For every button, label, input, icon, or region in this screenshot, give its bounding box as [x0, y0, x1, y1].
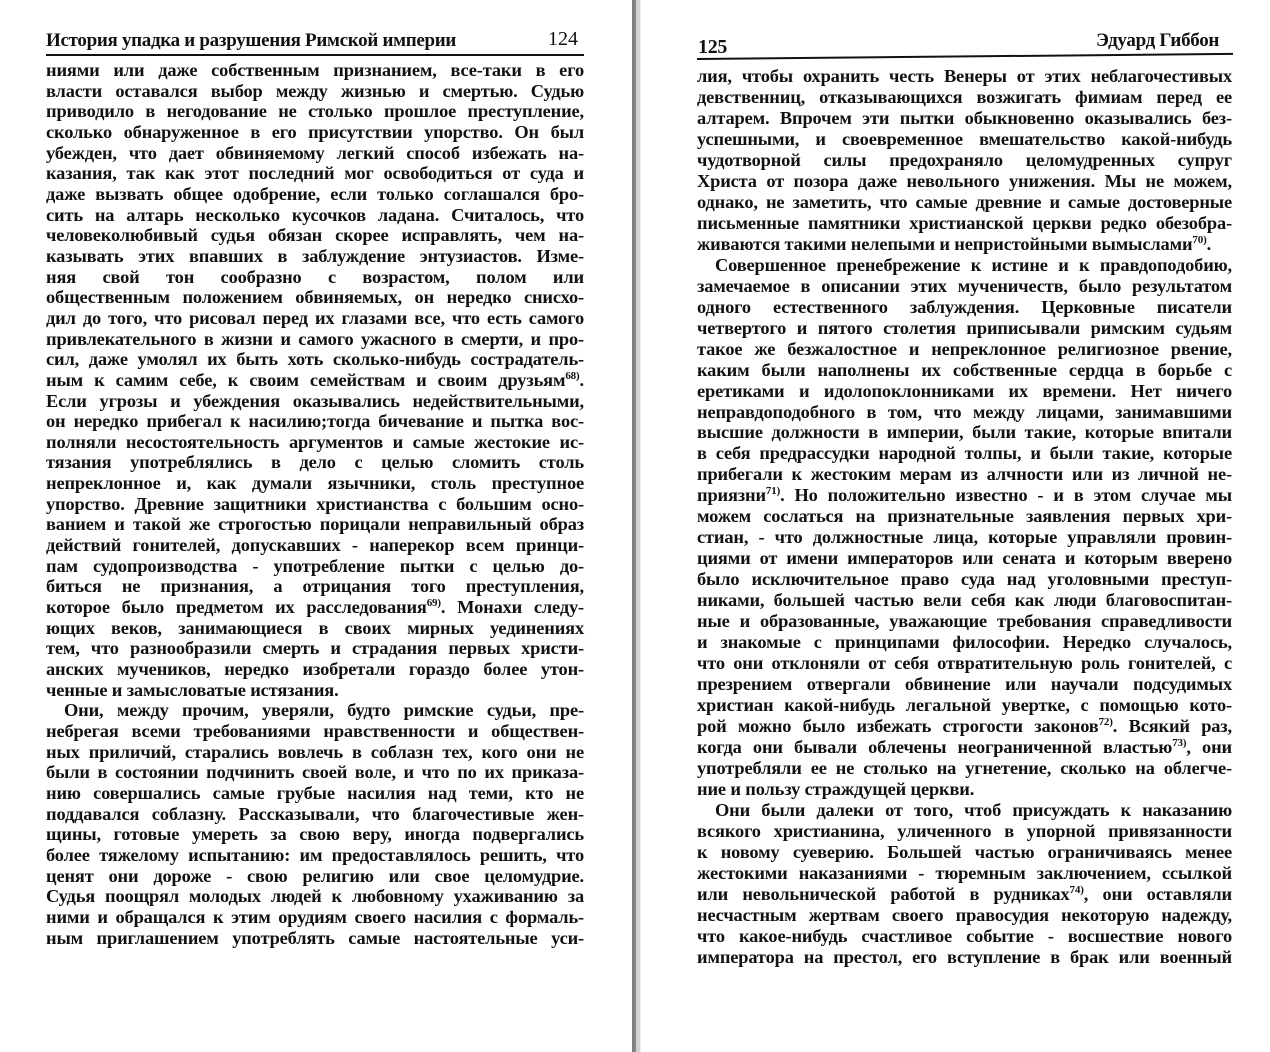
text-line-content: человеколюбивый судья обязан скорее исправлять, чем на- [46, 225, 584, 246]
text-line-content: ценят они дороже - свою религию или свое целомудрие. [46, 865, 584, 886]
text-line-content: чудотворной силы предохраняло целомудренных супруг [697, 149, 1232, 170]
text-line [697, 87, 1232, 108]
text-line-content: такое же безжалостное и непреклонное религиозное рвение, [697, 338, 1232, 359]
text-line [697, 171, 1232, 192]
text-line [46, 886, 584, 907]
text-line [46, 349, 584, 370]
text-line [697, 548, 1232, 569]
text-line [46, 762, 584, 783]
text-line-content: тязания употреблялись в дело с целью сломить столь [46, 452, 584, 473]
text-line-content: четвертого и пятого столетия приписывали римским судьям [697, 317, 1232, 338]
text-line [46, 721, 584, 742]
text-line [697, 611, 1232, 632]
text-line [46, 411, 584, 432]
text-line-content: анских мучеников, нередко изобретали гораздо более утон- [46, 659, 584, 680]
text-line [46, 556, 584, 577]
text-line [46, 246, 584, 267]
text-line [697, 947, 1232, 968]
text-line-content: ных приличий, старались вовлечь в соблазн тех, кого они не [46, 741, 584, 762]
text-line-content: общественным положением обвиняемых, он нередко снисхо- [46, 287, 584, 308]
page-number-left: 124 [548, 28, 578, 50]
text-line [697, 674, 1232, 695]
right-page [641, 0, 1270, 1052]
text-line-content: прибегали к жестоким мерам из алчности или из личной не- [697, 464, 1232, 485]
text-line [697, 863, 1232, 884]
text-line [46, 597, 584, 618]
text-line [46, 680, 584, 701]
text-line [46, 143, 584, 164]
text-line [46, 824, 584, 845]
footnote-marker: 68) [565, 369, 580, 382]
footnote-marker: 72) [1098, 716, 1113, 729]
text-line-content: однако, не заметить, что самые древние и самые достоверные [697, 191, 1232, 212]
page-number-right: 125 [698, 36, 728, 58]
text-line-content: успешными, и своевременное вмешательство какой-нибудь [697, 128, 1232, 149]
text-line [46, 618, 584, 639]
text-line-content: жестокими наказаниями - тюремным заключением, ссылкой [697, 862, 1232, 883]
text-line-content: сил, даже умолял их быть хоть сколько-нибудь сострадатель- [46, 349, 584, 370]
text-line [697, 255, 1232, 276]
footnote-marker: 71) [765, 485, 781, 498]
text-line [697, 527, 1232, 548]
text-line [697, 66, 1232, 87]
text-line-content: ние и пользу страждущей церкви. [697, 778, 975, 799]
text-line-content: Они, между прочим, уверяли, будто римские судьи, пре- [64, 700, 584, 721]
text-line [46, 659, 584, 680]
text-line-content: щины, готовые умереть за свою веру, иногда подвергались [46, 824, 584, 845]
text-line-content: казания, так как этот последний мог освободиться от суда и [46, 163, 584, 184]
text-line [697, 779, 1232, 800]
text-line-content: сколько обнаруженное в его присутствии упорство. Он был [46, 121, 584, 142]
text-line [46, 432, 584, 453]
text-line [46, 845, 584, 866]
text-line [697, 632, 1232, 653]
text-line-content: когда они бывали облечены неограниченной властью [697, 737, 1173, 757]
text-line [46, 184, 584, 205]
text-line-content: власти оставался выбор между жизнью и смертью. Судью [46, 80, 584, 101]
text-line-content: что они отклоняли от себя отвратительную роль гонителей, с [697, 653, 1232, 674]
text-line-content: ющих веков, занимающиеся в своих мирных уединениях [46, 617, 584, 638]
text-line-tail: , они оставляли [1083, 883, 1233, 904]
text-line-content: нию совершались самые грубые насилия над теми, кто не [46, 782, 584, 803]
text-line-content: Совершенное пренебрежение к истине и к правдоподобию, [715, 254, 1232, 275]
text-line [697, 381, 1232, 402]
text-line-content: полняли несостоятельность аргументов и самые жестокие ис- [46, 431, 584, 452]
text-line [697, 821, 1232, 842]
right-page-body [697, 66, 1232, 968]
text-line [697, 234, 1232, 255]
running-title-left: История упадка и разрушения Римской империи [46, 30, 457, 51]
text-line [697, 129, 1232, 150]
text-line-content: алтарем. Впрочем эти пытки обыкновенно оказывались без- [697, 107, 1232, 128]
text-line-content: привлекательного в жизни и самого ужасного в смерти, и про- [46, 328, 584, 349]
text-line-content: даже вызвать общее одобрение, если только соглашался бро- [46, 183, 584, 204]
text-line [46, 101, 584, 122]
text-line-content: неправдоподобного в том, что между лицами, занимавшими [697, 401, 1232, 422]
text-line-content: всякого христианина, уличенного в упорной привязанности [697, 820, 1232, 841]
text-line-content: или невольнической работой в рудниках [697, 883, 1070, 904]
text-line [697, 485, 1232, 506]
text-line [46, 928, 584, 949]
text-line-content: дил до того, что рисовал перед их глазами все, что есть самого [46, 307, 584, 328]
text-line-content: в себя предрассудки народной толпы, и были такие, которые [697, 443, 1232, 464]
text-line-content: письменные памятники христианской церкви редко обезобра- [697, 212, 1232, 233]
text-line-content: сить на алтарь несколько кусочков ладана. Считалось, что [46, 204, 584, 225]
text-line [46, 804, 584, 825]
text-line-content: казывать этих впавших в заблуждение энтузиастов. Изме- [46, 245, 584, 266]
text-line [697, 716, 1232, 737]
text-line-content: ванием и такой же строгостью порицали неправильный образ [46, 514, 584, 535]
running-title-right: Эдуард Гиббон [1096, 30, 1220, 51]
text-line [46, 287, 584, 308]
text-line [697, 402, 1232, 423]
footnote-marker: 74) [1069, 883, 1084, 896]
book-gutter [632, 0, 641, 1052]
text-line-content: одного естественного заблуждения. Церковные писатели [697, 296, 1232, 317]
footnote-marker: 73) [1172, 737, 1187, 749]
text-line [46, 535, 584, 556]
text-line-content: ченные и замысловатые истязания. [46, 679, 339, 700]
text-line [46, 866, 584, 887]
text-line-content: и знакомые с принципами философии. Нередко случалось, [697, 632, 1232, 653]
text-line-content: тем, что разнообразили смерть и страдания первых христи- [46, 638, 584, 659]
text-line [697, 360, 1232, 381]
text-line [697, 318, 1232, 339]
text-line [46, 638, 584, 659]
text-line-content: упорство. Древние защитники христианства с большим осно- [46, 493, 584, 514]
text-line [46, 494, 584, 515]
text-line [46, 907, 584, 928]
text-line-content: христиан какой-нибудь легальной увертке, с помощью кото- [697, 695, 1232, 716]
text-line [697, 422, 1232, 443]
text-line [46, 81, 584, 102]
text-line-content: рой можно было избежать строгости законов [697, 716, 1099, 737]
text-line-tail: . Монахи следу- [440, 597, 584, 618]
text-line [697, 443, 1232, 464]
text-line-content: были в состоянии подчинить своей воле, и что по их приказа- [46, 762, 584, 783]
text-line-tail: . [1206, 233, 1212, 254]
left-page [0, 0, 632, 1052]
text-line-content: еретиками и идолопоклонниками их времени. Нет ничего [697, 380, 1232, 401]
text-line-tail: . Всякий раз, [1112, 716, 1232, 737]
text-line-content: императора на престол, его вступление в брак или военный [697, 946, 1232, 967]
text-line-content: Судья поощрял молодых людей к любовному ухаживанию за [46, 886, 584, 907]
text-line-content: ные и образованные, уважающие требования справедливости [697, 611, 1232, 632]
text-line-content: непреклонное и, как думали язычники, столь преступное [46, 473, 584, 494]
text-line-content: к новому суеверию. Большей частью ограничиваясь менее [697, 841, 1232, 862]
text-line-content: Если угрозы и убеждения оказывались недействительными, [46, 390, 584, 411]
text-line-content: лия, чтобы охранить честь Венеры от этих неблагочестивых [697, 66, 1232, 86]
text-line-content: убежден, что дает обвиняемому легкий способ избежать на- [46, 142, 584, 163]
text-line [697, 842, 1232, 863]
text-line-content: ным приглашением употреблять самые настоятельные уси- [46, 927, 584, 948]
text-line-content: замечаемое в описании этих мученичеств, было результатом [697, 275, 1232, 296]
text-line [697, 339, 1232, 360]
text-line-content: что какое-нибудь счастливое событие - восшествие нового [697, 925, 1232, 946]
text-line [46, 700, 584, 721]
text-line-tail: . Но положительно известно - и в этом случае мы [780, 485, 1232, 506]
text-line [46, 783, 584, 804]
text-line [697, 108, 1232, 129]
text-line [697, 884, 1232, 905]
text-line-content: высшие должности в империи, были такие, которые впитали [697, 422, 1232, 443]
text-line-content: Христа от позора даже невольного унижения. Мы не можем, [697, 170, 1232, 191]
text-line-content: поддавался соблазну. Рассказывали, что благочестивые жен- [46, 803, 584, 824]
text-line [46, 329, 584, 350]
text-line [46, 576, 584, 597]
text-line [697, 653, 1232, 674]
text-line [46, 742, 584, 763]
text-line-tail: , они [1186, 737, 1232, 757]
text-line-content: никами, большей частью вели себя как люди благовоспитан- [697, 590, 1232, 611]
text-line-content: ними и обращался к этим орудиям своего насилия с формаль- [46, 906, 584, 927]
text-line-content: пам судопроизводства - употребление пытки с целью до- [46, 555, 584, 576]
text-line-tail: . [579, 369, 584, 390]
text-line [46, 267, 584, 288]
text-line-content: биться не признания, а отрицания того преступления, [46, 576, 584, 597]
text-line [46, 308, 584, 329]
text-line [46, 514, 584, 535]
text-line-content: более тяжелому испытанию: им предоставлялось решить, что [46, 844, 584, 865]
text-line [697, 506, 1232, 527]
text-line-content: каким были наполнены их собственные сердца в борьбе с [697, 359, 1232, 380]
header-rule-right [697, 53, 1233, 60]
text-line-content: девственниц, отказывающихся возжигать фимиам перед ее [697, 86, 1232, 107]
text-line-content: Они были далеки от того, чтоб присуждать к наказанию [715, 799, 1232, 820]
text-line-content: употребляли ее не столько на угнетение, сколько на облегче- [697, 757, 1232, 778]
text-line-content: презрением отвергали обвинение или научали подсудимых [697, 674, 1232, 695]
text-line-content: приязни [697, 485, 766, 506]
text-line [697, 150, 1232, 171]
text-line-content: он нередко прибегал к насилию;тогда бичевание и пытка вос- [46, 411, 584, 432]
text-line [697, 926, 1232, 947]
text-line [46, 60, 584, 81]
text-line [697, 297, 1232, 318]
text-line [697, 276, 1232, 297]
text-line [46, 452, 584, 473]
text-line-content: стиан, - что должностные лица, которые управляли провин- [697, 527, 1232, 548]
text-line [697, 464, 1232, 485]
footnote-marker: 69) [426, 597, 441, 610]
text-line-content: приводило в негодование не столько прошлое преступление, [46, 101, 584, 122]
text-line [697, 695, 1232, 716]
text-line [697, 800, 1232, 821]
text-line [46, 391, 584, 412]
text-line [697, 737, 1232, 758]
text-line [697, 758, 1232, 779]
text-line-content: можем сослаться на признательные заявления первых хри- [697, 506, 1232, 527]
text-line [697, 590, 1232, 611]
text-line [46, 370, 584, 391]
text-line-content: циями от имени императоров или сената и которым вверено [697, 548, 1232, 569]
text-line-content: которое было предметом их расследования [46, 597, 427, 618]
text-line-content: ным к самим себе, к своим семействам и своим друзьям [46, 369, 566, 390]
text-line-content: няя свой тон сообразно с возрастом, полом или [46, 266, 584, 287]
text-line-content: несчастным жертвам своего правосудия некоторую надежду, [697, 904, 1232, 925]
text-line [697, 213, 1232, 234]
footnote-marker: 70) [1192, 233, 1207, 246]
text-line-content: ниями или даже собственным признанием, все-таки в его [46, 60, 584, 80]
text-line [46, 205, 584, 226]
text-line [46, 122, 584, 143]
text-line [697, 569, 1232, 590]
text-line [46, 473, 584, 494]
text-line-content: живаются такими нелепыми и непристойными вымыслами [697, 233, 1193, 254]
text-line-content: действий гонителей, допускавших - наперекор всем принци- [46, 535, 584, 556]
text-line [46, 225, 584, 246]
left-page-body [46, 60, 584, 948]
text-line [697, 905, 1232, 926]
text-line [697, 192, 1232, 213]
header-rule-left [46, 54, 584, 56]
text-line [46, 163, 584, 184]
text-line-content: было исключительное право суда над уголовными преступ- [697, 569, 1232, 590]
text-line-content: небрегая всеми требованиями нравственности и обществен- [46, 721, 584, 741]
